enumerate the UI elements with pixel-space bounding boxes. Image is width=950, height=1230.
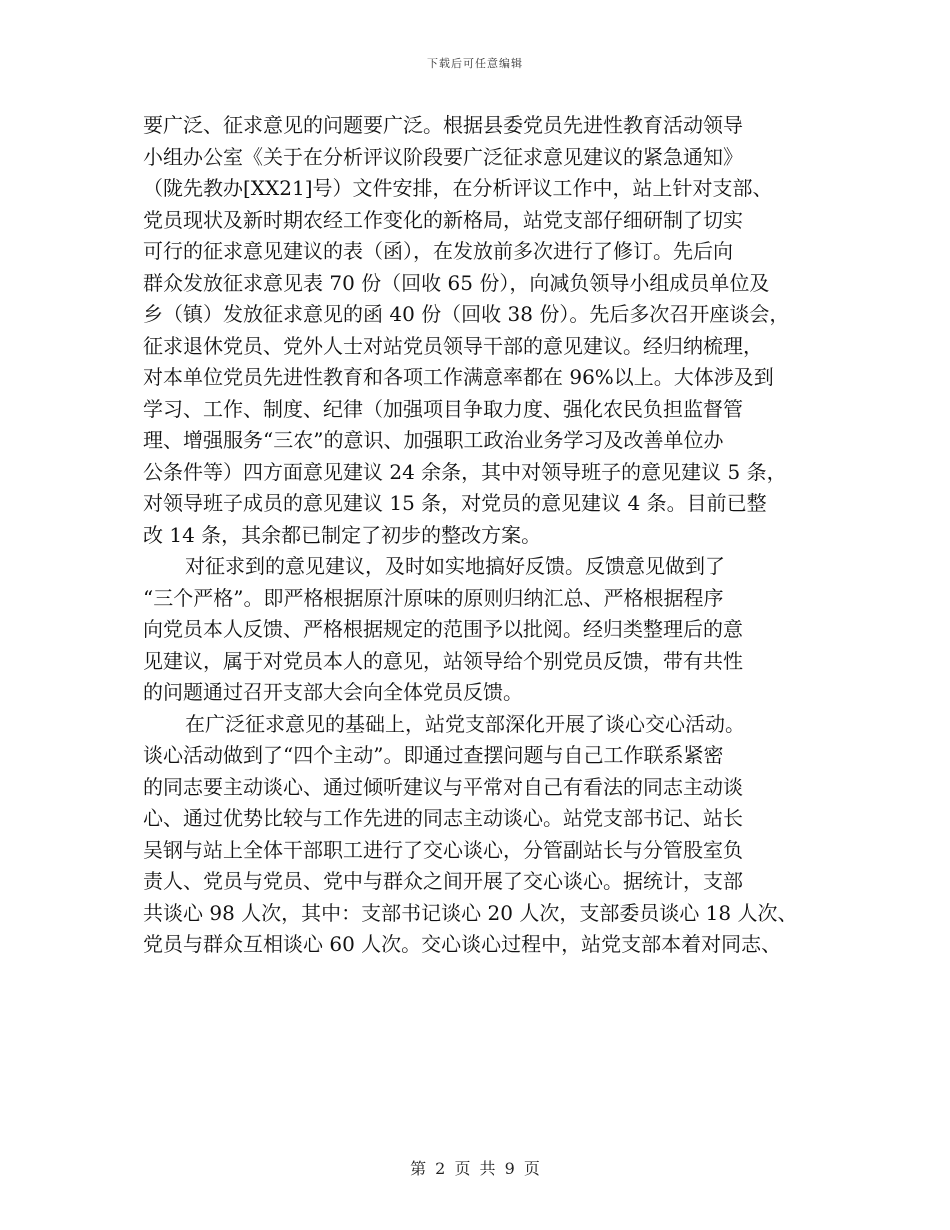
text-line: 群众发放征求意见表 70 份（回收 65 份），向减负领导小组成员单位及 [143, 270, 770, 295]
text-line: 对领导班子成员的意见建议 15 条，对党员的意见建议 4 条。目前已整 [143, 491, 767, 515]
page-header: 下载后可任意编辑 [427, 57, 523, 70]
text-line: 谈心活动做到了“四个主动”。即通过查摆问题与自己工作联系紧密 [143, 743, 724, 767]
text-line: 心、通过优势比较与工作先进的同志主动谈心。站党支部书记、站长 [143, 806, 743, 830]
text-line: 学习、工作、制度、纪律（加强项目争取力度、强化农民负担监督管 [143, 396, 743, 421]
text-line: 吴钢与站上全体干部职工进行了交心谈心，分管副站长与分管股室负 [143, 837, 743, 862]
text-line: 见建议，属于对党员本人的意见，站领导给个别党员反馈，带有共性 [143, 648, 743, 673]
text-line: 要广泛、征求意见的问题要广泛。根据县委党员先进性教育活动领导 [143, 113, 743, 137]
text-line: 党员与群众互相谈心 60 人次。交心谈心过程中，站党支部本着对同志、 [143, 932, 782, 956]
text-line: 的问题通过召开支部大会向全体党员反馈。 [143, 680, 523, 704]
text-line: 在广泛征求意见的基础上，站党支部深化开展了谈心交心活动。 [185, 711, 745, 736]
text-line: “三个严格”。即严格根据原汁原味的原则归纳汇总、严格根据程序 [143, 585, 724, 610]
text-line: （陇先教办[XX21]号）文件安排，在分析评议工作中，站上针对支部、 [143, 176, 773, 200]
text-line: 对本单位党员先进性教育和各项工作满意率都在 96%以上。大体涉及到 [143, 365, 774, 389]
text-line: 改 14 条，其余都已制定了初步的整改方案。 [143, 522, 542, 547]
text-line: 对征求到的意见建议，及时如实地搞好反馈。反馈意见做到了 [185, 554, 725, 578]
text-line: 的同志要主动谈心、通过倾听建议与平常对自己有看法的同志主动谈 [143, 774, 743, 799]
document-body [143, 110, 823, 961]
page-number-footer: 第 2 页 共 9 页 [410, 1159, 540, 1178]
paragraph [143, 551, 823, 709]
text-line: 小组办公室《关于在分析评议阶段要广泛征求意见建议的紧急通知》 [143, 144, 743, 169]
paragraph [143, 110, 823, 551]
text-line: 理、增强服务“三农”的意识、加强职工政治业务学习及改善单位办 [143, 428, 724, 452]
paragraph [143, 709, 823, 961]
text-line: 公条件等）四方面意见建议 24 余条，其中对领导班子的意见建议 5 条， [143, 459, 787, 484]
text-line: 共谈心 98 人次，其中：支部书记谈心 20 人次，支部委员谈心 18 人次、 [143, 900, 798, 925]
text-line: 党员现状及新时期农经工作变化的新格局，站党支部仔细研制了切实 [143, 207, 743, 232]
text-line: 可行的征求意见建议的表（函），在发放前多次进行了修订。先后向 [143, 239, 733, 263]
text-line: 向党员本人反馈、严格根据规定的范围予以批阅。经归类整理后的意 [143, 617, 743, 641]
text-line: 责人、党员与党员、党中与群众之间开展了交心谈心。据统计，支部 [143, 869, 743, 893]
text-line: 乡（镇）发放征求意见的函 40 份（回收 38 份）。先后多次召开座谈会， [143, 302, 790, 326]
text-line: 征求退休党员、党外人士对站党员领导干部的意见建议。经归纳梳理， [143, 333, 763, 358]
